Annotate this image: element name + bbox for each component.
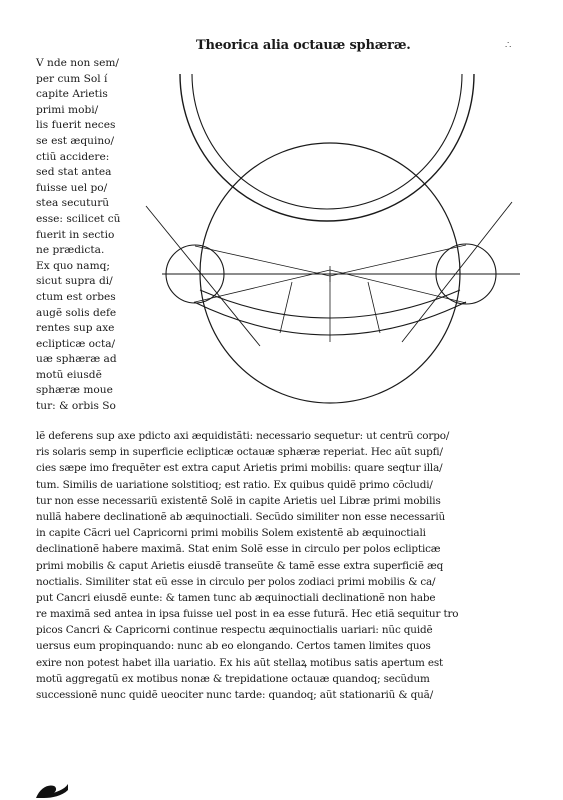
body-line: primi mobilis & caput Arietis eiusdẽ transeũte & tamẽ esse extra superficiẽ æq — [36, 559, 444, 572]
side-line: sicut supra di/ — [36, 275, 113, 288]
body-line: re maximã sed antea in ipsa fuisse uel post in ea esse futurã. Hec etiã sequitur tro — [36, 608, 459, 621]
oblique-line-left — [146, 206, 260, 346]
side-line: ctiũ accidere: — [36, 150, 110, 163]
ray-right-upper — [330, 245, 466, 276]
body-line: ris solaris semp in superficie eclipticæ octauæ sphæræ reperiat. Hec aũt supfi/ — [36, 446, 443, 459]
side-line: augẽ solis defe — [36, 306, 117, 319]
corner-mark: ∴ — [505, 40, 512, 51]
side-line: motũ eiusdẽ — [36, 368, 102, 381]
side-line: uæ sphæræ ad — [36, 353, 117, 366]
body-line: tur non esse necessariũ existentẽ Solẽ in capite Arietis uel Libræ primi mobilis — [36, 494, 441, 507]
body-line: cies sæpe imo frequẽter est extra caput Arietis primi mobilis: quare seqtur illa/ — [36, 462, 443, 475]
body-line: successionẽ nunc quidẽ ueociter nunc tarde: quandoq; aũt stationariũ & quã/ — [36, 689, 434, 701]
body-line: uersus eum propinquando: nunc ab eo elongando. Certos tamen limites quos — [36, 640, 431, 653]
side-line: ne prædicta. — [36, 244, 105, 257]
body-line: lẽ deferens sup axe pdicto axi æquidistãti: necessario sequetur: ut centrũ corpo/ — [36, 430, 450, 442]
body-line: picos Cancri & Capricorni continue respectu æquinoctialis uariari: nũc quidẽ — [36, 624, 433, 637]
side-line: primi mobi/ — [36, 103, 99, 116]
side-line: sphæræ moue — [36, 384, 113, 397]
side-line: fuerit in sectio — [36, 228, 115, 241]
body-line: tum. Similis de uariatione solstitioq; est ratio. Ex quibus quidẽ primo cõcludi/ — [36, 478, 433, 491]
running-head: Theorica alia octauæ sphæræ. — [196, 38, 411, 53]
body-line: motũ aggregatũ ex motibus nonæ & trepidatione octauæ quandoq; secũdum — [36, 672, 430, 685]
side-line: Ex quo namq; — [36, 259, 110, 272]
side-line: eclipticæ octa/ — [36, 337, 116, 350]
body-line: noctialis. Similiter stat eũ esse in circulo per polos zodiaci primi mobilis & ca/ — [36, 575, 436, 588]
side-line: V nde non sem/ — [36, 57, 119, 69]
body-line: declinationẽ habere maximã. Stat enim Solẽ esse in circulo per polos eclipticæ — [36, 543, 441, 556]
side-line: stea secuturũ — [36, 197, 110, 210]
side-line: rentes sup axe — [36, 322, 115, 335]
body-line: put Cancri eiusdẽ eunte: & tamen tunc ab æquinoctiali declinationẽ non habe — [36, 591, 436, 604]
body-line: nullã habere declinationẽ ab æquinoctiali. Secũdo similiter non esse necessariũ — [36, 510, 446, 523]
side-line: esse: scilicet cũ — [36, 212, 121, 225]
ink-blot-mark — [34, 780, 70, 800]
side-line: ctum est orbes — [36, 290, 116, 303]
upper-outer-arc — [180, 74, 474, 221]
full-width-text — [36, 428, 536, 703]
spoke-3 — [368, 282, 380, 333]
body-line: in capite Cãcri uel Capricorni primi mobilis Solem existentẽ ab æquinoctiali — [36, 527, 426, 540]
side-line: lis fuerit neces — [36, 119, 116, 132]
side-column-text — [36, 56, 151, 415]
body-line: exire non potest habet illa uariatio. Ex his aũt stellaꝝ motibus satis apertum est — [36, 656, 444, 669]
side-line: se est æquino/ — [36, 134, 115, 147]
side-line: tur: & orbis So — [36, 400, 116, 413]
ray-left-lower — [195, 270, 330, 302]
ray-left-upper — [195, 246, 330, 276]
side-line: fuisse uel po/ — [36, 181, 108, 194]
astronomical-diagram — [140, 50, 540, 430]
side-line: per cum Sol í — [36, 72, 108, 85]
spoke-1 — [280, 282, 292, 333]
upper-inner-arc — [192, 74, 462, 209]
side-line: capite Arietis — [36, 88, 108, 101]
side-line: sed stat antea — [36, 166, 112, 179]
